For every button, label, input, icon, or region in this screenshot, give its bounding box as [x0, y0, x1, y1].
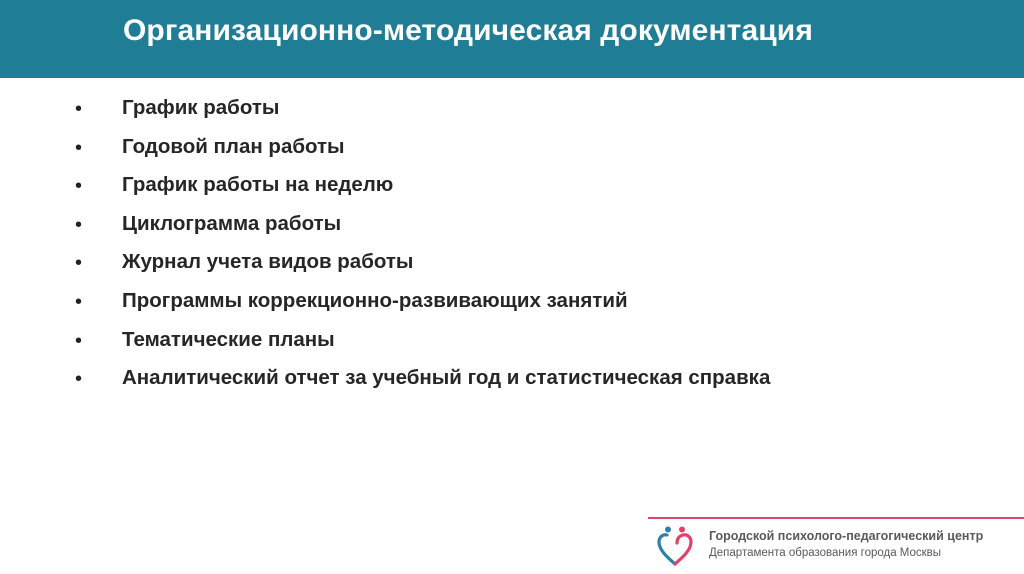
list-item	[0, 169, 1000, 208]
bullet-marker: •	[75, 290, 83, 313]
list-item	[0, 246, 1000, 285]
document-list	[0, 92, 1000, 401]
list-item-label: Аналитический отчет за учебный год и статистическая справка	[122, 366, 771, 390]
bullet-marker: •	[75, 252, 83, 275]
list-item	[0, 324, 1000, 363]
slide-title: Организационно-методическая документация	[123, 14, 813, 47]
heart-figure-logo-icon	[653, 524, 697, 568]
bullet-marker: •	[75, 98, 83, 120]
bullet-marker: •	[75, 175, 83, 198]
bullet-marker: •	[75, 368, 83, 391]
bullet-marker: •	[75, 329, 83, 352]
list-item-label: Циклограмма работы	[122, 211, 342, 235]
list-item-label: Тематические планы	[122, 327, 335, 351]
list-item-label: График работы на неделю	[122, 173, 394, 197]
list-item-label: Годовой план работы	[122, 134, 345, 158]
footer-organization-name: Городской психолого-педагогический центр	[709, 529, 984, 543]
list-item-label: Журнал учета видов работы	[122, 250, 414, 274]
list-item	[0, 92, 1000, 131]
bullet-marker: •	[75, 136, 83, 159]
slide-header	[0, 0, 1024, 78]
list-item	[0, 285, 1000, 324]
list-item	[0, 131, 1000, 170]
footer-department-name: Департамента образования города Москвы	[709, 547, 942, 559]
list-item	[0, 208, 1000, 247]
bullet-marker: •	[75, 213, 83, 236]
footer-accent-line	[648, 517, 1024, 519]
list-item-label: График работы	[122, 96, 280, 119]
list-item	[0, 362, 1000, 401]
list-item-label: Программы коррекционно-развивающих занятий	[122, 288, 628, 312]
